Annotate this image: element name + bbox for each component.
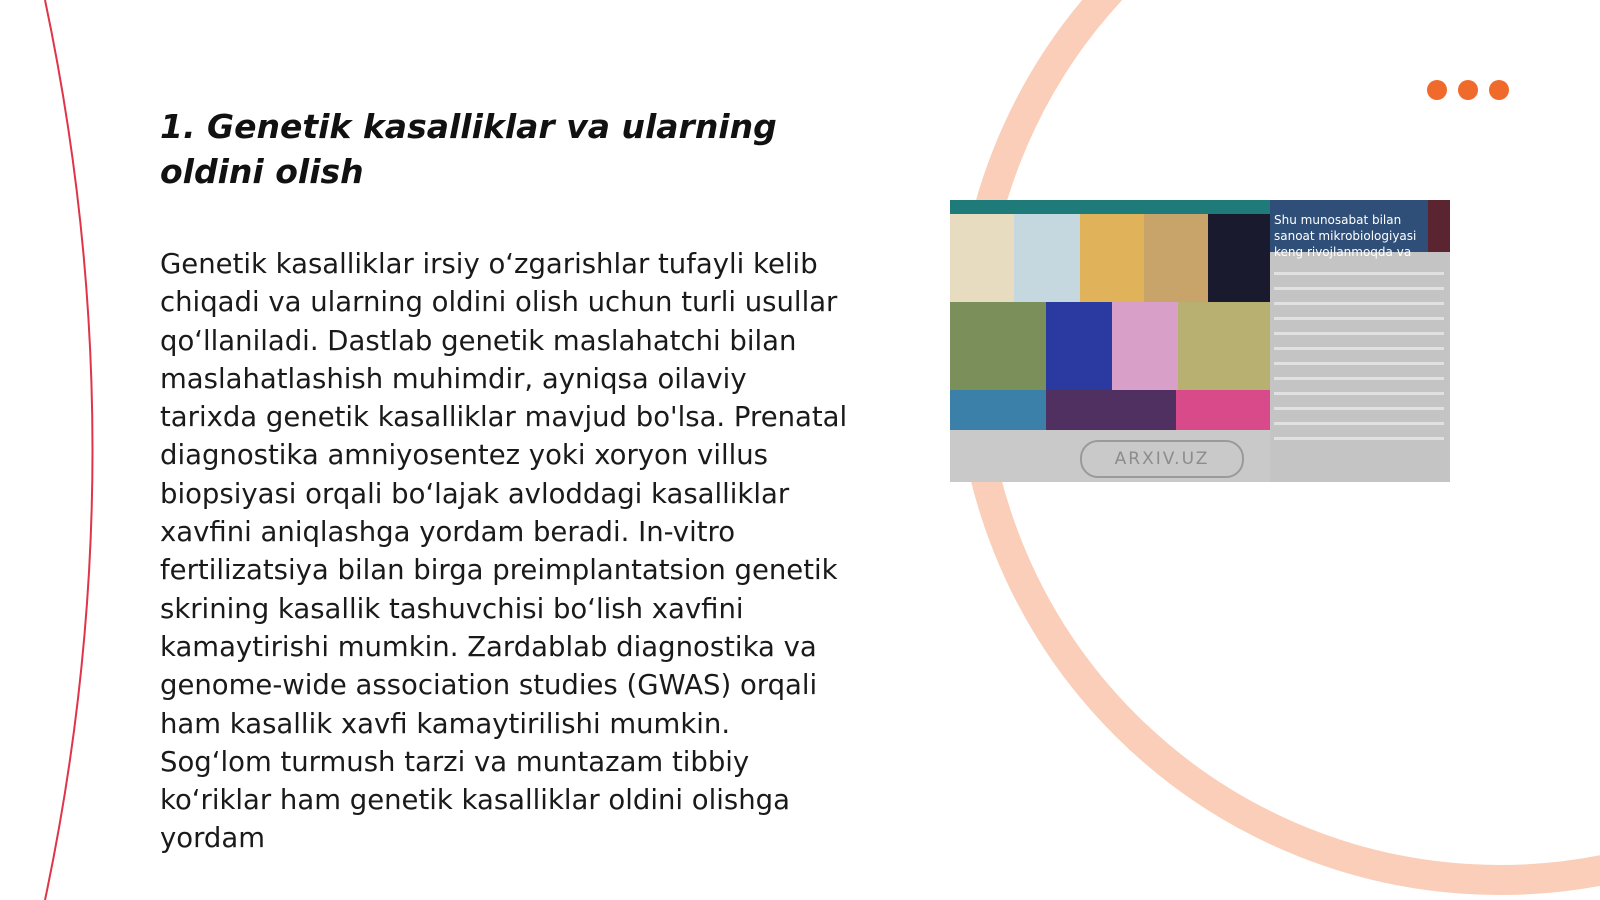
- collage-tile: [1178, 302, 1270, 390]
- collage-tile: [1144, 214, 1208, 302]
- collage-tile: [1046, 302, 1112, 390]
- three-dots-icon: [1427, 80, 1509, 100]
- dot: [1489, 80, 1509, 100]
- image-caption: Shu munosabat bilan sanoat mikrobiologiyasi keng rivojlanmoqda va: [1274, 213, 1417, 259]
- watermark-logo: ARXIV.UZ: [1080, 440, 1244, 478]
- slide-title: 1. Genetik kasalliklar va ularning oldini olish: [160, 107, 777, 191]
- collage-tile: [1014, 214, 1080, 302]
- collage-tile: [1046, 390, 1176, 430]
- image-text-panel: [1270, 200, 1450, 482]
- collage-tile: [1208, 214, 1270, 302]
- microbiology-collage-image: [950, 200, 1450, 482]
- dot: [1427, 80, 1447, 100]
- collage-tile: [950, 302, 1046, 390]
- dot: [1458, 80, 1478, 100]
- slide-body-text: Genetik kasalliklar irsiy o‘zgarishlar tufayli kelib chiqadi va ularning oldini olish uchun turli usullar qo‘llaniladi. Dastlab genetik maslahatchi bilan maslahatlashish muhimdir, ayniqsa oilaviy tarixda genetik kasalliklar mavjud bo'lsa. Prenatal diagnostika amniyosentez yoki xoryon villus biopsiyasi orqali bo‘lajak avloddagi kasalliklar xavfini aniqlashga yordam beradi. In-vitro fertilizatsiya bilan birga preimplantatsion genetik skrining kasallik tashuvchisi bo‘lish xavfini kamaytirishi mumkin. Zardablab diagnostika va genome-wide association studies (GWAS) orqali ham kasallik xavfi kamaytirilishi mumkin. Sog‘lom turmush tarzi va muntazam tibbiy ko‘riklar ham genetik kasalliklar oldini olishga yordam: [160, 248, 848, 855]
- collage-tile: [1112, 302, 1178, 390]
- collage-tile: [950, 390, 1046, 430]
- left-accent-line: [45, 0, 93, 900]
- blurred-text-lines: [1274, 260, 1444, 452]
- collage-tile: [950, 214, 1014, 302]
- collage-tile: [1080, 214, 1144, 302]
- collage-tile: [1176, 390, 1270, 430]
